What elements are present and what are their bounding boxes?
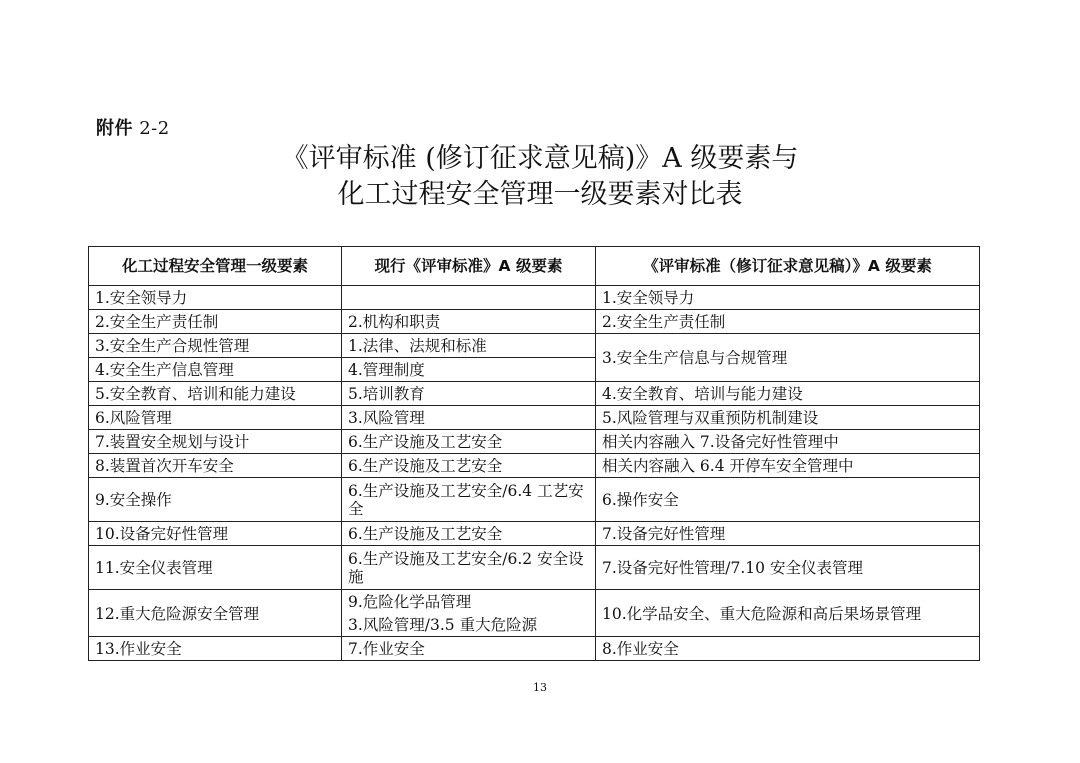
table-cell: 7.设备完好性管理 [596, 522, 980, 546]
table-row [89, 637, 980, 661]
table-cell: 7.作业安全 [342, 637, 596, 661]
table-cell: 3.安全生产信息与合规管理 [596, 334, 980, 382]
table-cell: 相关内容融入 6.4 开停车安全管理中 [596, 454, 980, 478]
attachment-word: 附件 [96, 118, 133, 139]
table-cell: 8.作业安全 [596, 637, 980, 661]
table-cell: 6.生产设施及工艺安全 [342, 430, 596, 454]
table-row [89, 382, 980, 406]
table-cell: 3.风险管理 [342, 406, 596, 430]
table-row [89, 310, 980, 334]
table-cell: 8.装置首次开车安全 [89, 454, 342, 478]
table-cell: 4.安全生产信息管理 [89, 358, 342, 382]
table-cell: 5.风险管理与双重预防机制建设 [596, 406, 980, 430]
table-row [89, 590, 980, 614]
table-cell: 6.生产设施及工艺安全/6.4 工艺安全 [342, 478, 596, 522]
comparison-table [88, 246, 980, 661]
table-cell: 1.安全领导力 [89, 286, 342, 310]
table-cell: 13.作业安全 [89, 637, 342, 661]
table-row [89, 430, 980, 454]
table-cell: 11.安全仪表管理 [89, 546, 342, 590]
page-title-line1: 《评审标准 (修订征求意见稿)》A 级要素与 [281, 143, 799, 174]
table-cell: 6.生产设施及工艺安全/6.2 安全设施 [342, 546, 596, 590]
table-cell: 6.生产设施及工艺安全 [342, 454, 596, 478]
table-cell: 6.生产设施及工艺安全 [342, 522, 596, 546]
table-row [89, 406, 980, 430]
table-cell: 1.安全领导力 [596, 286, 980, 310]
table-cell: 2.安全生产责任制 [596, 310, 980, 334]
table-cell: 9.危险化学品管理 [342, 590, 596, 614]
column-header: 《评审标准（修订征求意见稿）》A 级要素 [596, 247, 980, 286]
table-cell: 相关内容融入 7.设备完好性管理中 [596, 430, 980, 454]
table-cell: 9.安全操作 [89, 478, 342, 522]
table-row [89, 286, 980, 310]
table-cell: 7.设备完好性管理/7.10 安全仪表管理 [596, 546, 980, 590]
table-row [89, 454, 980, 478]
attachment-label [96, 114, 170, 140]
table-row [89, 334, 980, 358]
table-cell: 6.操作安全 [596, 478, 980, 522]
table-header-row [89, 247, 980, 286]
page-title-line2: 化工过程安全管理一级要素对比表 [337, 179, 743, 210]
table-cell: 5.培训教育 [342, 382, 596, 406]
table-cell [342, 286, 596, 310]
table-cell: 6.风险管理 [89, 406, 342, 430]
table-row [89, 522, 980, 546]
table-cell: 2.安全生产责任制 [89, 310, 342, 334]
table-cell: 3.风险管理/3.5 重大危险源 [342, 613, 596, 637]
table-row [89, 546, 980, 590]
table-cell: 3.安全生产合规性管理 [89, 334, 342, 358]
column-header: 现行《评审标准》A 级要素 [342, 247, 596, 286]
table-cell: 10.化学品安全、重大危险源和高后果场景管理 [596, 590, 980, 637]
table-row [89, 478, 980, 522]
table-cell: 10.设备完好性管理 [89, 522, 342, 546]
table-cell: 4.管理制度 [342, 358, 596, 382]
table-cell: 1.法律、法规和标准 [342, 334, 596, 358]
attachment-number: 2-2 [139, 118, 170, 139]
table-cell: 5.安全教育、培训和能力建设 [89, 382, 342, 406]
column-header: 化工过程安全管理一级要素 [89, 247, 342, 286]
page-number: 13 [533, 681, 547, 694]
table-cell: 4.安全教育、培训与能力建设 [596, 382, 980, 406]
table-cell: 7.装置安全规划与设计 [89, 430, 342, 454]
table-cell: 2.机构和职责 [342, 310, 596, 334]
table-cell: 12.重大危险源安全管理 [89, 590, 342, 637]
